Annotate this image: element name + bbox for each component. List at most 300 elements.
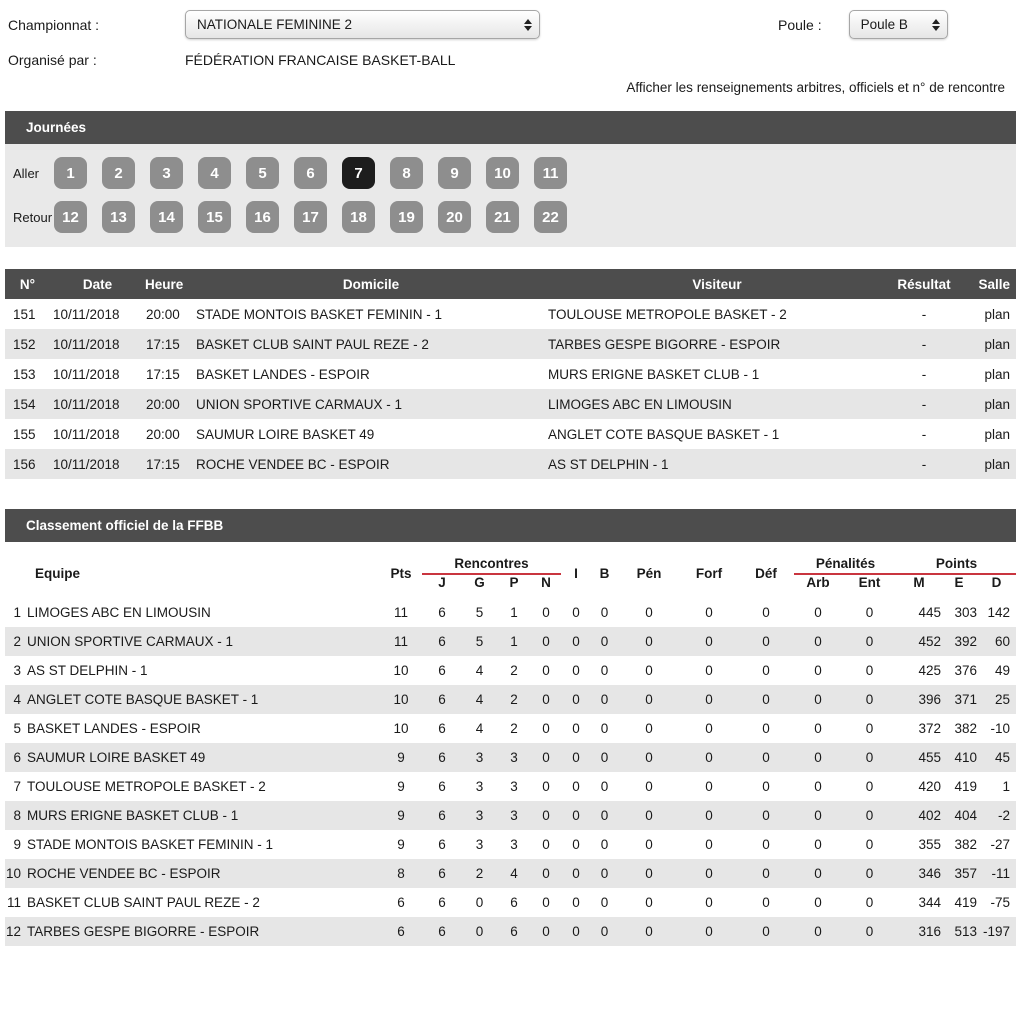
team-points-difference: -2 — [977, 801, 1016, 830]
journee-16-button[interactable]: 16 — [246, 201, 279, 233]
retour-label: Retour — [13, 209, 53, 225]
team-name: BASKET LANDES - ESPOIR — [27, 721, 201, 736]
team-rank: 8 — [5, 801, 23, 830]
team-points-difference: 49 — [995, 663, 1011, 678]
team-pen: 0 — [645, 837, 653, 852]
classement-row — [5, 830, 1016, 859]
col-header-numero: N° — [5, 269, 50, 299]
col-header-i: I — [574, 565, 578, 581]
match-date: 10/11/2018 — [50, 389, 145, 419]
match-away-team: AS ST DELPHIN - 1 — [547, 449, 887, 479]
journee-11-button[interactable]: 11 — [534, 157, 567, 189]
team-points-difference: -27 — [990, 837, 1011, 852]
team-points-difference: 142 — [987, 605, 1011, 620]
match-result: - — [921, 426, 927, 442]
matches-table — [5, 269, 1016, 479]
match-date: 10/11/2018 — [50, 449, 145, 479]
aller-buttons — [54, 157, 582, 189]
team-points-encaisses: 419 — [954, 895, 978, 910]
team-name: STADE MONTOIS BASKET FEMININ - 1 — [27, 837, 274, 852]
classement-row — [5, 685, 1016, 714]
team-pen: 0 — [618, 917, 680, 946]
team-ent: 0 — [865, 895, 874, 910]
classement-row — [5, 801, 1016, 830]
journee-5-button[interactable]: 5 — [246, 157, 279, 189]
team-b: 0 — [591, 627, 618, 656]
journee-15-button[interactable]: 15 — [198, 201, 231, 233]
team-pen: 0 — [618, 801, 680, 830]
team-def: 0 — [762, 895, 770, 910]
team-n: 0 — [531, 917, 561, 946]
team-p: 2 — [510, 721, 518, 736]
team-rank: 4 — [5, 685, 23, 714]
filters-area — [0, 0, 1021, 95]
journee-2-button[interactable]: 2 — [102, 157, 135, 189]
team-n: 0 — [542, 663, 550, 678]
team-ent: 0 — [865, 837, 874, 852]
col-group-rencontres: Rencontres — [422, 548, 561, 574]
team-def: 0 — [762, 837, 770, 852]
team-rank: 6 — [5, 743, 23, 772]
team-b: 0 — [600, 663, 609, 678]
team-arb: 0 — [814, 837, 822, 852]
journee-19-button[interactable]: 19 — [390, 201, 423, 233]
journee-7-button[interactable]: 7 — [342, 157, 375, 189]
team-name: UNION SPORTIVE CARMAUX - 1 — [23, 627, 380, 656]
col-header-pts: Pts — [390, 565, 412, 581]
team-arb: 0 — [814, 895, 822, 910]
team-arb: 0 — [794, 917, 842, 946]
team-b: 0 — [591, 743, 618, 772]
team-name: BASKET CLUB SAINT PAUL REZE - 2 — [27, 895, 260, 910]
team-forf: 0 — [680, 917, 738, 946]
team-arb: 0 — [814, 605, 822, 620]
team-pts: 10 — [393, 663, 409, 678]
championnat-label: Championnat : — [8, 16, 100, 33]
team-j: 6 — [422, 859, 462, 888]
match-row — [5, 329, 1016, 359]
team-p: 2 — [510, 663, 518, 678]
team-n: 0 — [542, 895, 550, 910]
match-row — [5, 449, 1016, 479]
select-arrows-icon — [932, 19, 940, 31]
team-b: 0 — [600, 605, 609, 620]
team-pts: 9 — [380, 743, 422, 772]
team-forf: 0 — [705, 779, 713, 794]
journee-1-button[interactable]: 1 — [54, 157, 87, 189]
match-home-team: BASKET LANDES - ESPOIR — [196, 366, 370, 382]
match-salle-plan-link[interactable]: plan — [961, 389, 1016, 419]
championnat-selected-value: NATIONALE FEMININE 2 — [197, 17, 353, 32]
team-p: 6 — [497, 917, 531, 946]
match-result: - — [921, 306, 927, 322]
team-rank: 2 — [5, 627, 23, 656]
col-header-n: N — [541, 575, 551, 590]
match-salle-plan-link[interactable]: plan — [984, 426, 1010, 442]
team-pts: 11 — [380, 627, 422, 656]
journee-6-button[interactable]: 6 — [294, 157, 327, 189]
team-b: 0 — [600, 895, 609, 910]
team-points-difference: -75 — [990, 895, 1011, 910]
match-home-team: STADE MONTOIS BASKET FEMININ - 1 — [196, 306, 443, 322]
classement-row — [5, 859, 1016, 888]
match-result: - — [887, 329, 961, 359]
match-date: 10/11/2018 — [53, 366, 120, 382]
team-points-encaisses: 357 — [941, 859, 977, 888]
team-b: 0 — [600, 837, 609, 852]
team-pen: 0 — [645, 721, 653, 736]
team-i: 0 — [561, 801, 591, 830]
team-b: 0 — [591, 859, 618, 888]
team-ent: 0 — [865, 779, 874, 794]
team-ent: 0 — [842, 627, 897, 656]
match-salle-plan-link[interactable]: plan — [961, 449, 1016, 479]
team-pts: 6 — [380, 917, 422, 946]
team-arb: 0 — [794, 627, 842, 656]
poule-selected-value: Poule B — [860, 17, 908, 32]
team-name: MURS ERIGNE BASKET CLUB - 1 — [23, 801, 380, 830]
team-name: SAUMUR LOIRE BASKET 49 — [23, 743, 380, 772]
team-ent: 0 — [865, 721, 874, 736]
team-rank: 5 — [13, 721, 21, 736]
match-time: 17:15 — [145, 449, 195, 479]
classement-panel — [5, 509, 1016, 542]
team-rank: 10 — [5, 859, 23, 888]
journee-14-button[interactable]: 14 — [150, 201, 183, 233]
match-number: 156 — [5, 449, 50, 479]
team-g: 4 — [475, 663, 484, 678]
journees-body — [5, 144, 1016, 247]
match-number: 153 — [13, 366, 36, 382]
team-points-encaisses: 382 — [954, 837, 978, 852]
journee-18-button[interactable]: 18 — [342, 201, 375, 233]
team-arb: 0 — [794, 685, 842, 714]
team-pen: 0 — [618, 627, 680, 656]
classement-row — [5, 598, 1016, 627]
match-time: 20:00 — [146, 306, 180, 322]
team-points-difference: -10 — [990, 721, 1011, 736]
journee-21-button[interactable]: 21 — [486, 201, 519, 233]
match-home-team: BASKET CLUB SAINT PAUL REZE - 2 — [195, 329, 547, 359]
col-header-d: D — [991, 575, 1002, 590]
col-group-penalites: Pénalités — [794, 548, 897, 574]
team-n: 0 — [531, 627, 561, 656]
team-pen: 0 — [645, 779, 653, 794]
journee-10-button[interactable]: 10 — [486, 157, 519, 189]
team-j: 6 — [422, 627, 462, 656]
team-i: 0 — [561, 743, 591, 772]
col-header-pen: Pén — [636, 565, 662, 581]
team-rank: 7 — [13, 779, 21, 794]
team-n: 0 — [531, 859, 561, 888]
afficher-renseignements-link[interactable]: Afficher les renseignements arbitres, officiels et n° de rencontre — [626, 80, 1005, 95]
journee-8-button[interactable]: 8 — [390, 157, 423, 189]
col-header-e: E — [954, 575, 964, 590]
team-g: 3 — [475, 837, 484, 852]
team-points-marques: 355 — [918, 837, 942, 852]
match-time: 20:00 — [146, 426, 180, 442]
federation-name: FÉDÉRATION FRANCAISE BASKET-BALL — [185, 52, 456, 68]
team-j: 6 — [422, 917, 462, 946]
team-name: AS ST DELPHIN - 1 — [27, 663, 148, 678]
team-p: 1 — [497, 627, 531, 656]
team-i: 0 — [572, 895, 580, 910]
team-def: 0 — [738, 685, 794, 714]
journees-panel-title: Journées — [5, 111, 1016, 144]
col-header-def: Déf — [755, 565, 777, 581]
team-p: 3 — [510, 779, 518, 794]
journee-4-button[interactable]: 4 — [198, 157, 231, 189]
match-salle-plan-link[interactable]: plan — [984, 366, 1010, 382]
team-b: 0 — [591, 685, 618, 714]
team-name: TARBES GESPE BIGORRE - ESPOIR — [23, 917, 380, 946]
journees-panel — [5, 111, 1016, 247]
team-rank: 12 — [5, 917, 23, 946]
poule-label: Poule : — [778, 16, 822, 33]
team-forf: 0 — [705, 721, 713, 736]
team-def: 0 — [738, 801, 794, 830]
journee-20-button[interactable]: 20 — [438, 201, 471, 233]
team-i: 0 — [561, 627, 591, 656]
team-rank: 9 — [13, 837, 21, 852]
match-away-team: TARBES GESPE BIGORRE - ESPOIR — [547, 329, 887, 359]
team-n: 0 — [531, 743, 561, 772]
team-pts: 9 — [397, 779, 405, 794]
team-p: 4 — [497, 859, 531, 888]
team-forf: 0 — [705, 663, 713, 678]
col-header-b: B — [599, 565, 610, 581]
match-home-team: UNION SPORTIVE CARMAUX - 1 — [195, 389, 547, 419]
classement-table — [5, 548, 1016, 946]
team-def: 0 — [738, 859, 794, 888]
col-header-salle: Salle — [961, 269, 1016, 299]
team-b: 0 — [600, 721, 609, 736]
team-j: 6 — [422, 801, 462, 830]
team-points-encaisses: 419 — [954, 779, 978, 794]
team-points-marques: 452 — [897, 627, 941, 656]
team-i: 0 — [561, 859, 591, 888]
team-pts: 9 — [380, 801, 422, 830]
team-j: 6 — [438, 895, 446, 910]
match-salle-plan-link[interactable]: plan — [961, 329, 1016, 359]
team-pen: 0 — [618, 743, 680, 772]
team-pen: 0 — [645, 895, 653, 910]
classement-row — [5, 627, 1016, 656]
team-p: 1 — [510, 605, 518, 620]
journee-13-button[interactable]: 13 — [102, 201, 135, 233]
team-points-marques: 372 — [918, 721, 942, 736]
team-forf: 0 — [680, 859, 738, 888]
team-n: 0 — [531, 801, 561, 830]
team-pen: 0 — [618, 859, 680, 888]
team-j: 6 — [422, 743, 462, 772]
team-n: 0 — [542, 721, 550, 736]
team-ent: 0 — [865, 605, 874, 620]
team-g: 3 — [462, 801, 497, 830]
team-def: 0 — [762, 605, 770, 620]
col-header-arb: Arb — [806, 575, 830, 590]
team-def: 0 — [762, 779, 770, 794]
team-ent: 0 — [842, 917, 897, 946]
team-points-encaisses: 371 — [941, 685, 977, 714]
team-p: 2 — [497, 685, 531, 714]
team-b: 0 — [600, 779, 609, 794]
match-salle-plan-link[interactable]: plan — [984, 306, 1010, 322]
team-points-difference: 25 — [977, 685, 1016, 714]
team-points-marques: 420 — [918, 779, 942, 794]
match-number: 152 — [5, 329, 50, 359]
match-time: 17:15 — [146, 366, 180, 382]
team-name: TOULOUSE METROPOLE BASKET - 2 — [27, 779, 266, 794]
match-row — [5, 389, 1016, 419]
team-points-marques: 346 — [897, 859, 941, 888]
team-b: 0 — [591, 917, 618, 946]
team-pts: 11 — [394, 605, 409, 620]
team-points-marques: 396 — [897, 685, 941, 714]
team-g: 4 — [475, 721, 484, 736]
team-rank: 1 — [13, 605, 21, 620]
col-header-p: P — [509, 575, 519, 590]
team-i: 0 — [561, 917, 591, 946]
team-points-marques: 455 — [897, 743, 941, 772]
match-row — [5, 419, 1016, 449]
team-points-encaisses: 404 — [941, 801, 977, 830]
classement-row — [5, 888, 1016, 917]
match-result: - — [921, 366, 927, 382]
match-away-team: MURS ERIGNE BASKET CLUB - 1 — [548, 366, 760, 382]
team-def: 0 — [762, 721, 770, 736]
aller-label: Aller — [13, 165, 40, 181]
team-points-encaisses: 392 — [941, 627, 977, 656]
team-pts: 9 — [397, 837, 405, 852]
classement-panel-title: Classement officiel de la FFBB — [5, 509, 1016, 542]
col-header-domicile: Domicile — [195, 269, 547, 299]
team-points-marques: 402 — [897, 801, 941, 830]
team-g: 0 — [462, 917, 497, 946]
match-result: - — [887, 389, 961, 419]
team-def: 0 — [738, 917, 794, 946]
team-def: 0 — [762, 663, 770, 678]
team-j: 6 — [438, 663, 446, 678]
match-away-team: ANGLET COTE BASQUE BASKET - 1 — [548, 426, 780, 442]
team-pts: 10 — [380, 685, 422, 714]
team-forf: 0 — [680, 801, 738, 830]
team-pts: 10 — [393, 721, 409, 736]
team-points-encaisses: 410 — [941, 743, 977, 772]
team-n: 0 — [531, 685, 561, 714]
team-arb: 0 — [814, 663, 822, 678]
classement-row — [5, 656, 1016, 685]
team-points-difference: 45 — [977, 743, 1016, 772]
team-i: 0 — [572, 663, 580, 678]
team-arb: 0 — [794, 743, 842, 772]
team-def: 0 — [738, 627, 794, 656]
journee-12-button[interactable]: 12 — [54, 201, 87, 233]
poule-select[interactable] — [849, 10, 948, 39]
match-row — [5, 359, 1016, 389]
team-rank: 11 — [6, 895, 21, 910]
team-g: 2 — [462, 859, 497, 888]
team-forf: 0 — [680, 627, 738, 656]
team-points-difference: 1 — [1002, 779, 1011, 794]
team-points-encaisses: 376 — [954, 663, 978, 678]
classement-header-group-row — [5, 548, 1016, 574]
team-forf: 0 — [705, 895, 713, 910]
team-j: 6 — [438, 837, 446, 852]
team-arb: 0 — [814, 779, 822, 794]
team-i: 0 — [572, 605, 580, 620]
match-number: 154 — [5, 389, 50, 419]
team-name: ROCHE VENDEE BC - ESPOIR — [23, 859, 380, 888]
col-group-points: Points — [897, 548, 1016, 574]
team-forf: 0 — [705, 837, 713, 852]
col-header-date: Date — [50, 269, 145, 299]
team-j: 6 — [438, 721, 446, 736]
team-n: 0 — [542, 779, 550, 794]
col-header-equipe: Equipe — [35, 565, 81, 581]
team-b: 0 — [591, 801, 618, 830]
team-i: 0 — [561, 685, 591, 714]
team-p: 3 — [497, 801, 531, 830]
matches-header-row — [5, 269, 1016, 299]
team-i: 0 — [572, 779, 580, 794]
championnat-select[interactable] — [185, 10, 540, 39]
match-row — [5, 299, 1016, 329]
match-home-team: ROCHE VENDEE BC - ESPOIR — [195, 449, 547, 479]
col-header-g: G — [474, 575, 485, 590]
team-points-difference: 60 — [977, 627, 1016, 656]
match-time: 17:15 — [145, 329, 195, 359]
team-pts: 6 — [397, 895, 405, 910]
team-p: 3 — [497, 743, 531, 772]
team-g: 5 — [475, 605, 484, 620]
team-n: 0 — [542, 837, 550, 852]
match-date: 10/11/2018 — [53, 426, 120, 442]
col-header-ent: Ent — [858, 575, 881, 590]
team-g: 5 — [462, 627, 497, 656]
col-header-heure: Heure — [145, 269, 195, 299]
team-points-marques: 316 — [897, 917, 941, 946]
classement-row — [5, 772, 1016, 801]
journee-22-button[interactable]: 22 — [534, 201, 567, 233]
match-away-team: LIMOGES ABC EN LIMOUSIN — [547, 389, 887, 419]
classement-row — [5, 714, 1016, 743]
match-time: 20:00 — [145, 389, 195, 419]
col-header-resultat: Résultat — [887, 269, 961, 299]
match-date: 10/11/2018 — [53, 306, 120, 322]
journee-9-button[interactable]: 9 — [438, 157, 471, 189]
team-forf: 0 — [705, 605, 713, 620]
team-ent: 0 — [865, 663, 874, 678]
journee-17-button[interactable]: 17 — [294, 201, 327, 233]
team-forf: 0 — [680, 685, 738, 714]
team-rank: 3 — [13, 663, 21, 678]
team-name: ANGLET COTE BASQUE BASKET - 1 — [23, 685, 380, 714]
match-result: - — [887, 449, 961, 479]
select-arrows-icon — [524, 19, 532, 31]
journee-3-button[interactable]: 3 — [150, 157, 183, 189]
team-arb: 0 — [794, 801, 842, 830]
team-points-encaisses: 513 — [941, 917, 977, 946]
team-ent: 0 — [842, 685, 897, 714]
team-pts: 8 — [380, 859, 422, 888]
match-number: 155 — [13, 426, 36, 442]
team-ent: 0 — [842, 859, 897, 888]
classement-row — [5, 743, 1016, 772]
team-points-encaisses: 303 — [954, 605, 978, 620]
team-ent: 0 — [842, 743, 897, 772]
match-number: 151 — [13, 306, 36, 322]
